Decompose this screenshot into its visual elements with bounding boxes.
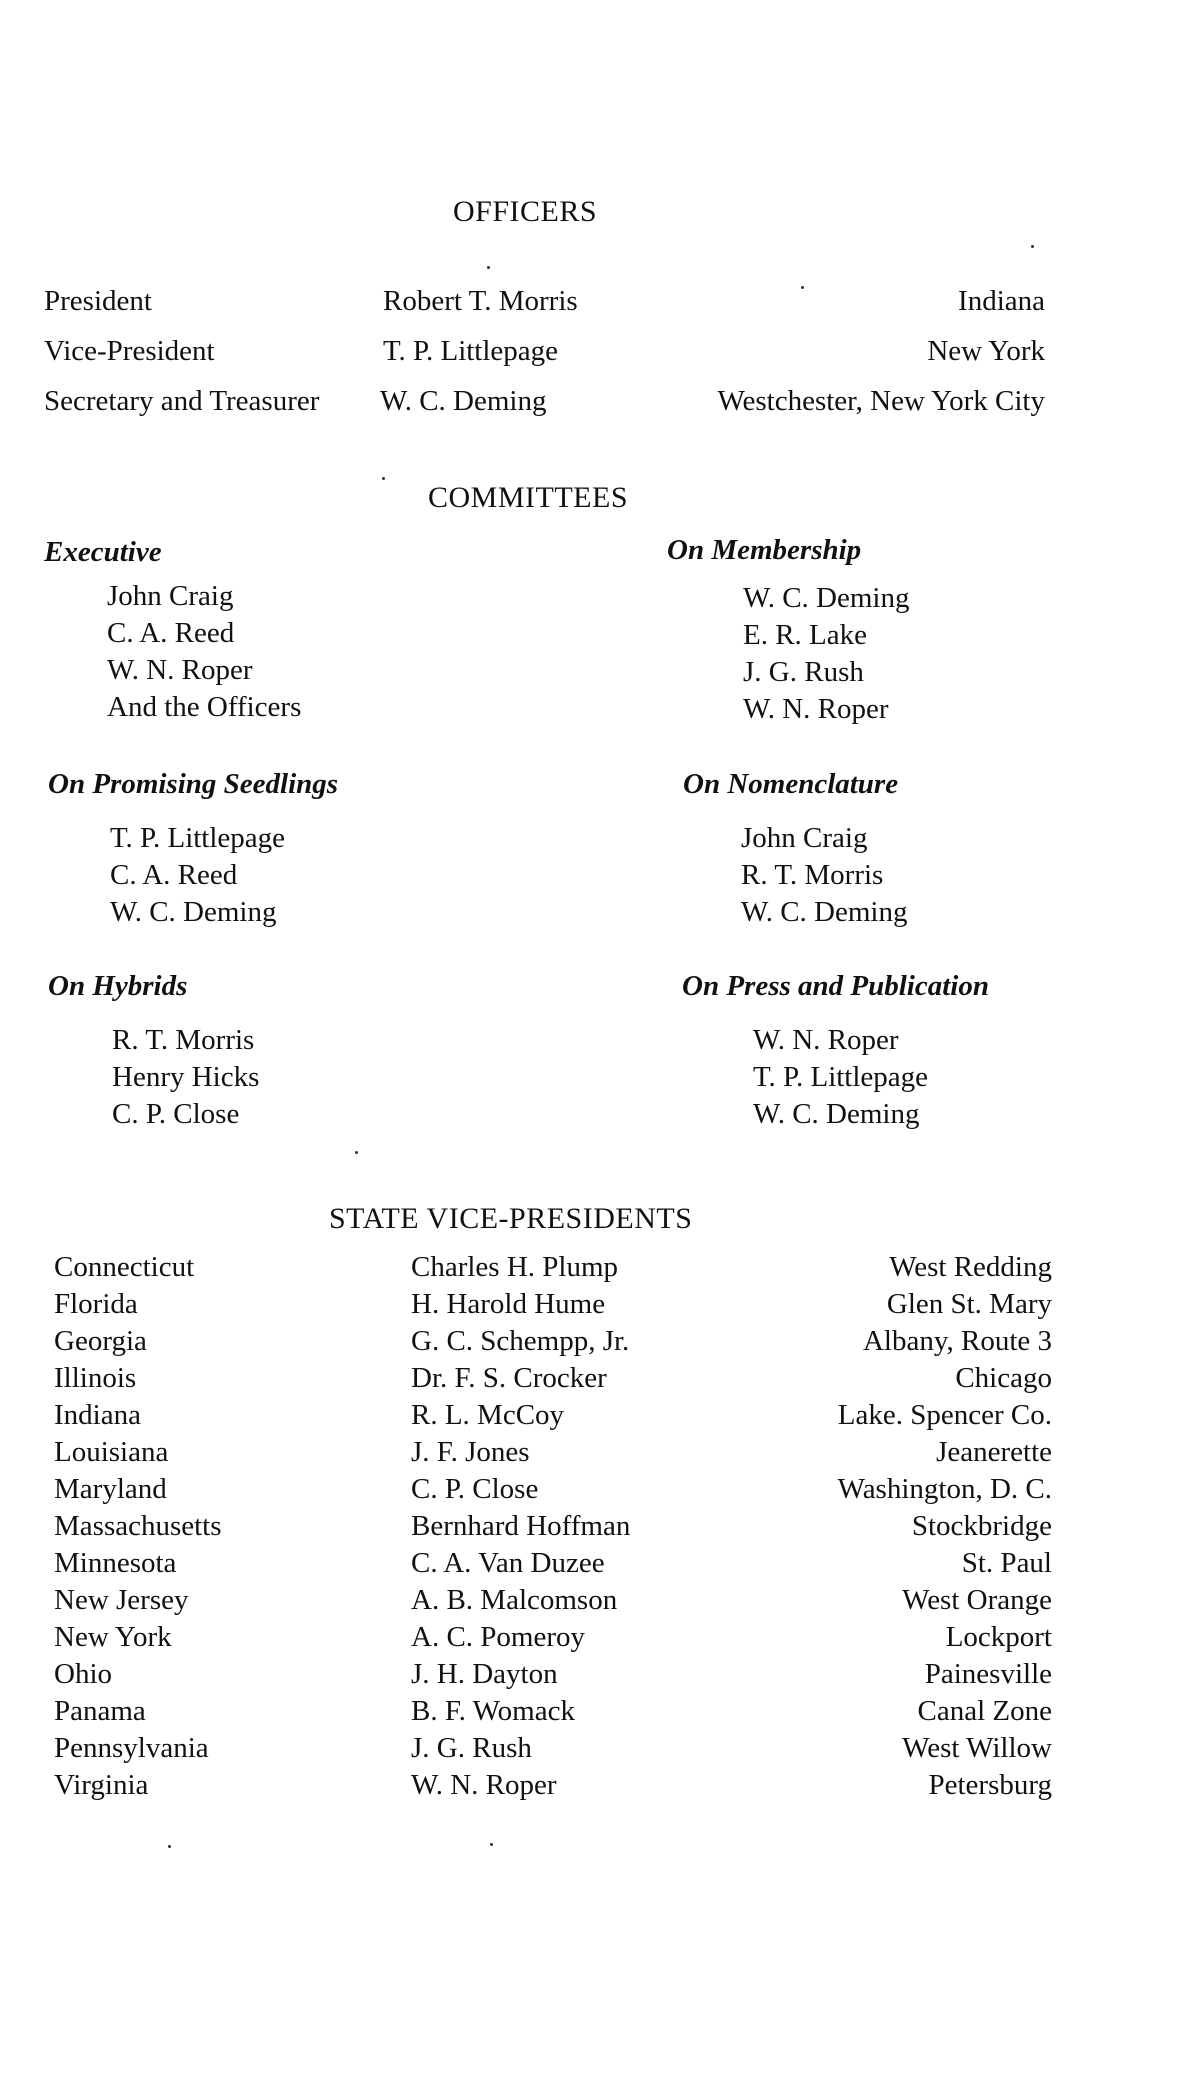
committee-executive-title: Executive: [44, 536, 162, 568]
member: W. C. Deming: [743, 582, 910, 614]
state-name: Massachusetts: [54, 1510, 222, 1542]
state-column: [54, 1249, 222, 1804]
member: John Craig: [741, 822, 868, 854]
member: T. P. Littlepage: [110, 822, 286, 854]
committees-heading: COMMITTEES: [428, 481, 628, 514]
member: John Craig: [107, 580, 234, 612]
state-vps-heading: STATE VICE-PRESIDENTS: [329, 1202, 693, 1235]
state-name: Indiana: [54, 1399, 141, 1431]
vp-name: B. F. Womack: [411, 1695, 575, 1727]
state-name: New Jersey: [54, 1584, 189, 1616]
vp-place: Lockport: [945, 1621, 1052, 1653]
officer-name: Robert T. Morris: [383, 285, 578, 317]
committee-membership-title: On Membership: [667, 534, 862, 566]
scan-speck: [168, 1845, 171, 1848]
vp-place: Washington, D. C.: [837, 1473, 1052, 1505]
scan-speck: [490, 1843, 493, 1846]
state-name: Georgia: [54, 1325, 147, 1357]
vp-name: H. Harold Hume: [411, 1288, 606, 1320]
state-name: Louisiana: [54, 1436, 169, 1468]
scan-speck: [382, 477, 385, 480]
state-name: Minnesota: [54, 1547, 177, 1579]
member: C. A. Reed: [110, 859, 238, 891]
vp-place: Petersburg: [928, 1769, 1052, 1801]
member: And the Officers: [107, 691, 302, 723]
state-name: Virginia: [54, 1769, 149, 1801]
vp-name: C. A. Van Duzee: [411, 1547, 605, 1579]
state-name: Florida: [54, 1288, 138, 1320]
officer-role: Secretary and Treasurer: [44, 385, 320, 417]
member: T. P. Littlepage: [753, 1061, 929, 1093]
committee-executive-members: [107, 578, 301, 726]
vp-name: C. P. Close: [411, 1473, 539, 1505]
scan-speck: [487, 266, 490, 269]
vp-place: St. Paul: [961, 1547, 1052, 1579]
member: J. G. Rush: [743, 656, 864, 688]
officers-heading: OFFICERS: [453, 195, 598, 228]
state-name: New York: [54, 1621, 172, 1653]
committee-membership-members: [743, 580, 909, 728]
member: Henry Hicks: [112, 1061, 260, 1093]
vp-place: Albany, Route 3: [862, 1325, 1052, 1357]
vp-name-column: [411, 1249, 630, 1804]
committee-hybrids-members: [112, 1022, 259, 1133]
vp-name: Bernhard Hoffman: [411, 1510, 631, 1542]
committee-press-members: [753, 1022, 928, 1133]
vp-place: Lake. Spencer Co.: [837, 1399, 1052, 1431]
officer-place: New York: [927, 335, 1045, 367]
vp-place: West Orange: [902, 1584, 1052, 1616]
committee-hybrids-title: On Hybrids: [48, 970, 188, 1002]
vp-name: R. L. McCoy: [411, 1399, 565, 1431]
committee-nomenclature-title: On Nomenclature: [683, 768, 899, 800]
member: R. T. Morris: [112, 1024, 255, 1056]
vp-place: Chicago: [955, 1362, 1052, 1394]
committee-press-title: On Press and Publication: [682, 970, 989, 1002]
committee-seedlings-title: On Promising Seedlings: [48, 768, 339, 800]
vp-name: A. B. Malcomson: [411, 1584, 618, 1616]
vp-name: W. N. Roper: [411, 1769, 557, 1801]
committee-seedlings-members: [110, 820, 285, 931]
member: W. N. Roper: [753, 1024, 899, 1056]
committee-nomenclature-members: [741, 820, 907, 931]
member: C. P. Close: [112, 1098, 240, 1130]
vp-name: Dr. F. S. Crocker: [411, 1362, 607, 1394]
member: C. A. Reed: [107, 617, 235, 649]
vp-place: Canal Zone: [917, 1695, 1052, 1727]
member: W. C. Deming: [741, 896, 908, 928]
member: W. N. Roper: [107, 654, 253, 686]
member: W. N. Roper: [743, 693, 889, 725]
vp-name: A. C. Pomeroy: [411, 1621, 585, 1653]
vp-place: Painesville: [924, 1658, 1052, 1690]
vp-name: J. F. Jones: [411, 1436, 530, 1468]
officer-name: W. C. Deming: [380, 385, 547, 417]
state-name: Connecticut: [54, 1251, 195, 1283]
state-name: Maryland: [54, 1473, 167, 1505]
member: W. C. Deming: [753, 1098, 920, 1130]
state-name: Panama: [54, 1695, 146, 1727]
vp-name: G. C. Schempp, Jr.: [411, 1325, 630, 1357]
state-name: Ohio: [54, 1658, 112, 1690]
scan-speck: [355, 1151, 358, 1154]
vp-place: West Redding: [889, 1251, 1052, 1283]
officer-place: Indiana: [958, 285, 1045, 317]
officer-name: T. P. Littlepage: [383, 335, 559, 367]
vp-place: Stockbridge: [911, 1510, 1052, 1542]
vp-place-column: [838, 1249, 1052, 1804]
vp-place: Jeanerette: [936, 1436, 1052, 1468]
state-name: Pennsylvania: [54, 1732, 209, 1764]
officer-role: President: [44, 285, 152, 317]
scan-speck: [801, 286, 804, 289]
member: E. R. Lake: [743, 619, 868, 651]
vp-place: West Willow: [902, 1732, 1052, 1764]
vp-name: J. G. Rush: [411, 1732, 532, 1764]
officer-role: Vice-President: [44, 335, 215, 367]
officer-place: Westchester, New York City: [717, 385, 1045, 417]
state-name: Illinois: [54, 1362, 137, 1394]
vp-name: J. H. Dayton: [411, 1658, 558, 1690]
scan-speck: [1031, 245, 1034, 248]
member: W. C. Deming: [110, 896, 277, 928]
vp-name: Charles H. Plump: [411, 1251, 619, 1283]
member: R. T. Morris: [741, 859, 884, 891]
vp-place: Glen St. Mary: [886, 1288, 1052, 1320]
